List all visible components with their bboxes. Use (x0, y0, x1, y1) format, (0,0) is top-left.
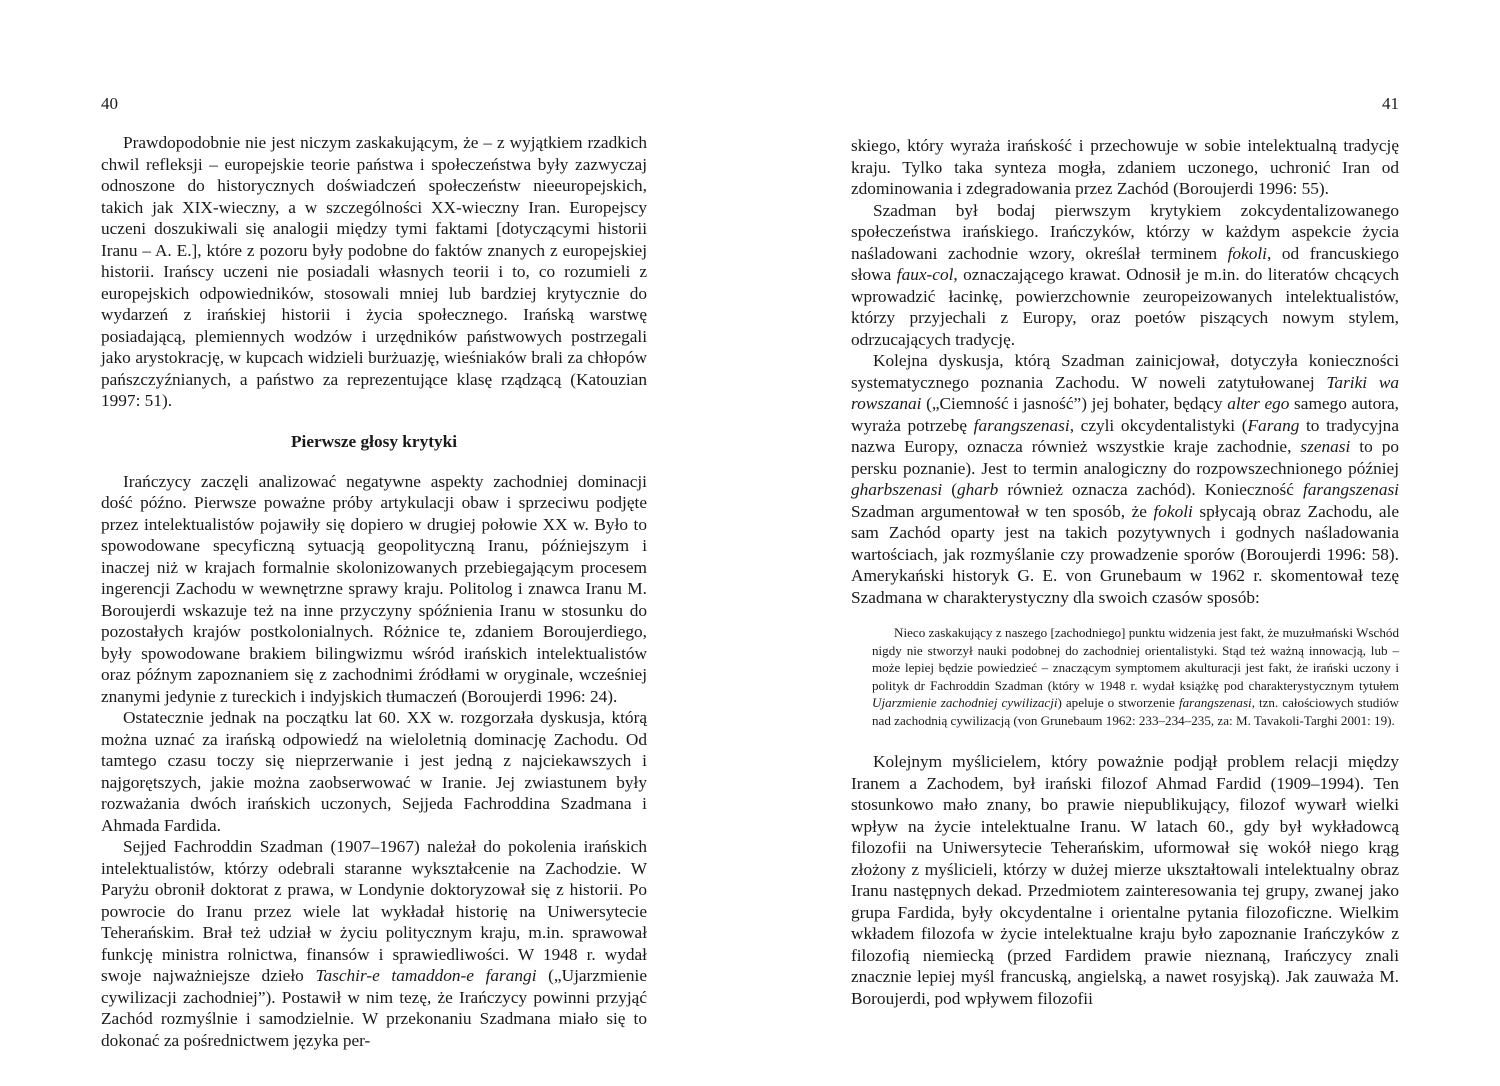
paragraph (101, 836, 647, 1051)
block-quote (851, 624, 1399, 729)
paragraph: Prawdopodobnie nie jest niczym zaskakującym, że – z wyjątkiem rzadkich chwil refleksji – europejskie teorie państwa i społeczeństwa były zazwyczaj odnoszone do historycznych doświadczeń społeczeństw nieeuropejskich, takich jak XIX-wieczny, a w szczególności XX-wieczny Iran. Europejscy uczeni doszukiwali się analogii między tymi faktami [dotyczącymi historii Iranu – A. E.], które z pozoru były podobne do faktów znanych z europejskiej historii. Irańscy uczeni nie posiadali własnych teorii i to, co rozumieli z europejskich odpowiedników, stosowali mniej lub bardziej krytycznie do wydarzeń z irańskiej historii i życia społecznego. Irańską warstwę posiadającą, plemiennych wodzów i urzędników państwowych postrzegali jako arystokrację, w kupcach widzieli burżuazję, wieśniaków brali za chłopów pańszczyźnianych, a państwo za reprezentujące klasę rządzącą (Katouzian 1997: 51). (101, 133, 647, 410)
text-run: Sejjed Fachroddin Szadman (1907–1967) należał do pokolenia irańskich intelektualistów, którzy odebrali staranne wykształcenie na Zachodzie. W Paryżu obronił doktorat z prawa, w Londynie doktoryzował się z historii. Po powrocie do Iranu przez wiele lat wykładał historię na Uniwersytecie Teherańskim. Brał też udział w życiu politycznym kraju, m.in. sprawował funkcję ministra rolnictwa, finansów i sprawiedliwości. W 1948 r. wydał swoje najważniejsze dzieło (101, 837, 647, 985)
left-page (101, 0, 647, 1086)
text-run: spłycają obraz Zachodu, ale sam Zachód oparty jest na takich pozytywnych i godnych naśladowania wartościach, jak rozmyślanie czy prowadzenie sporów (Boroujerdi 1996: 58). Amerykański historyk G. E. von Grunebaum w 1962 r. skomentował tezę Szadmana w charakterystyczny dla swoich czasów sposób: (851, 501, 1400, 607)
text-run: („Ujarzmienie cywilizacji zachodniej”). Postawił w nim tezę, że Irańczycy powinni przyjąć Zachód rozmyślnie i samodzielnie. W przekonaniu Szadmana miało się to dokonać za pośrednictwem języka per- (101, 966, 648, 1050)
left-page-text (101, 132, 647, 1051)
paragraph: Irańczycy zaczęli analizować negatywne aspekty zachodniej dominacji dość późno. Pierwsze poważne próby artykulacji obaw i sprzeciwu podjęte przez intelektualistów pojawiły się dopiero w drugiej połowie XX w. Było to spowodowane specyficzną sytuacją geopolityczną Iranu, późniejszym i inaczej niż w krajach formalnie skolonizowanych przebiegającym procesem ingerencji Zachodu w wewnętrzne sprawy kraju. Politolog i znawca Iranu M. Boroujerdi wskazuje też na inne przyczyny spóźnienia Iranu w stosunku do pozostałych krajów postkolonialnych. Różnice te, zdaniem Boroujerdiego, były spowodowane brakiem bilingwizmu wśród irańskich intelektualistów oraz późnym zapoznaniem się z zachodnimi źródłami w oryginale, wcześniej znanymi jedynie z tureckich i indyjskich tłumaczeń (Boroujerdi 1996: 24). (101, 471, 647, 706)
text-run: również oznacza zachód). Konieczność (998, 480, 1303, 499)
italic-term: faux-col (896, 265, 954, 284)
text-run: samego autora, wyraża potrzebę (851, 394, 1399, 435)
text-run: , czyli okcydentalistyki ( (1069, 415, 1248, 435)
text-run: ) apeluje o stworzenie (1057, 695, 1179, 710)
page-number-right: 41 (1382, 94, 1399, 113)
paragraph (851, 200, 1399, 351)
italic-term: farangszenasi (973, 415, 1070, 435)
paragraph: Ostatecznie jednak na początku lat 60. XX w. rozgorzała dyskusja, którą można uznać za irańską odpowiedź na wieloletnią dominację Zachodu. Od tamtego czasu toczy się nieprzerwanie i jest jedną z najciekawszych i najgorętszych, jakie można zaobserwować w Iranie. Jej zwiastunem były rozważania dwóch irańskich uczonych, Sejjeda Fachroddina Szadmana i Ahmada Fardida. (101, 708, 647, 835)
italic-term: farangszenasi (1178, 695, 1252, 710)
text-run: , od francuskiego słowa (851, 243, 1399, 284)
text-run: ( (942, 480, 957, 499)
text-run: Kolejna dyskusja, którą Szadman zainicjował, dotyczyła konieczności systematycznego poznania Zachodu. W noweli zatytułowanej (851, 351, 1399, 392)
text-run: Nieco zaskakujący z naszego [zachodniego] punktu widzenia jest fakt, że muzułmański Wschód nigdy nie stworzył nauki podobnej do zachodniej orientalistyki. Stąd też ważną innowacją, lub – może lepiej będzie powiedzieć – znaczącym symptomem akulturacji jest fakt, że irański uczony i polityk dr Fachroddin Szadman (który w 1948 r. wydał książkę pod charakterystycznym tytułem (872, 625, 1399, 693)
section-heading: Pierwsze głosy krytyki (290, 431, 458, 451)
text-run: Szadman był bodaj pierwszym krytykiem zokcydentalizowanego społeczeństwa irańskiego. Irańczyków, którzy w każdym aspekcie życia naśladowani zachodnie wzory, określał terminem (851, 200, 1399, 263)
italic-term: Tariki wa rowszanai (851, 372, 1399, 413)
text-run: , oznaczającego krawat. Odnosił je m.in. do literatów chcących wprowadzić łacinkę, powierzchownie zeuropeizowanych intelektualistów, którzy przyjechali z Europy, oraz poetów piszących nowym stylem, odrzucających tradycję. (851, 265, 1399, 349)
right-page (851, 0, 1399, 1086)
italic-term: fokoli (1227, 243, 1267, 263)
italic-title: Ujarzmienie zachodniej cywilizacji (872, 695, 1058, 710)
paragraph-continued: skiego, który wyraża irańskość i przechowuje w sobie intelektualną tradycję kraju. Tylko taka synteza mogła, zdaniem uczonego, uchronić Iran od zdominowania i zdegradowania przez Zachód (Boroujerdi 1996: 55). (851, 136, 1399, 198)
text-run: Szadman argumentował w ten sposób, że (851, 501, 1154, 521)
italic-term: farangszenasi (1302, 480, 1399, 499)
text-run: („Ciemność i jasność”) jej bohater, będący (921, 394, 1228, 413)
italic-term: alter ego (1227, 394, 1290, 413)
italic-title: Taschir-e tamaddon-e farangi (315, 966, 537, 985)
right-page-text (851, 135, 1399, 1009)
italic-term: szenasi (1300, 437, 1351, 456)
italic-term: gharb (957, 480, 999, 499)
text-run: to tradycyjna nazwa Europy, oznacza również wszystkie kraje zachodnie, (851, 415, 1399, 456)
text-run: to po persku poznanie). Jest to termin analogiczny do rozpowszechnionego później (851, 437, 1399, 478)
paragraph (851, 350, 1399, 608)
italic-term: gharbszenasi (851, 480, 943, 499)
text-run: , tzn. całościowych studiów nad zachodnią cywilizacją (von Grunebaum 1962: 233–234–235, za: M. Tavakoli-Targhi 2001: 19). (872, 695, 1399, 728)
italic-term: Farang (1247, 415, 1300, 435)
italic-term: fokoli (1153, 501, 1193, 521)
paragraph: Kolejnym myślicielem, który poważnie podjął problem relacji między Iranem a Zachodem, był irański filozof Ahmad Fardid (1909–1994). Ten stosunkowo mało znany, bo prawie niepublikujący, filozof wywarł wielki wpływ na życie intelektualne Iranu. W latach 60., gdy był wykładowcą filozofii na Uniwersytecie Teherańskim, uformował się wokół niego krąg złożony z myślicieli, którzy w dużej mierze ukształtowali intelektualny obraz Iranu następnych dekad. Przedmiotem zainteresowania tej grupy, zwanej jako grupa Fardida, były okcydentalne i orientalne pytania filozoficzne. Wielkim wkładem filozofa w życie intelektualne kraju było zapoznanie Irańczyków z filozofią niemiecką (przed Fardidem prawie nieznaną, Irańczycy znali znacznie lepiej myśl francuską, angielską, a nawet rosyjską). Jak zauważa M. Boroujerdi, pod wpływem filozofii (851, 752, 1399, 1008)
page-number-left: 40 (101, 94, 118, 113)
